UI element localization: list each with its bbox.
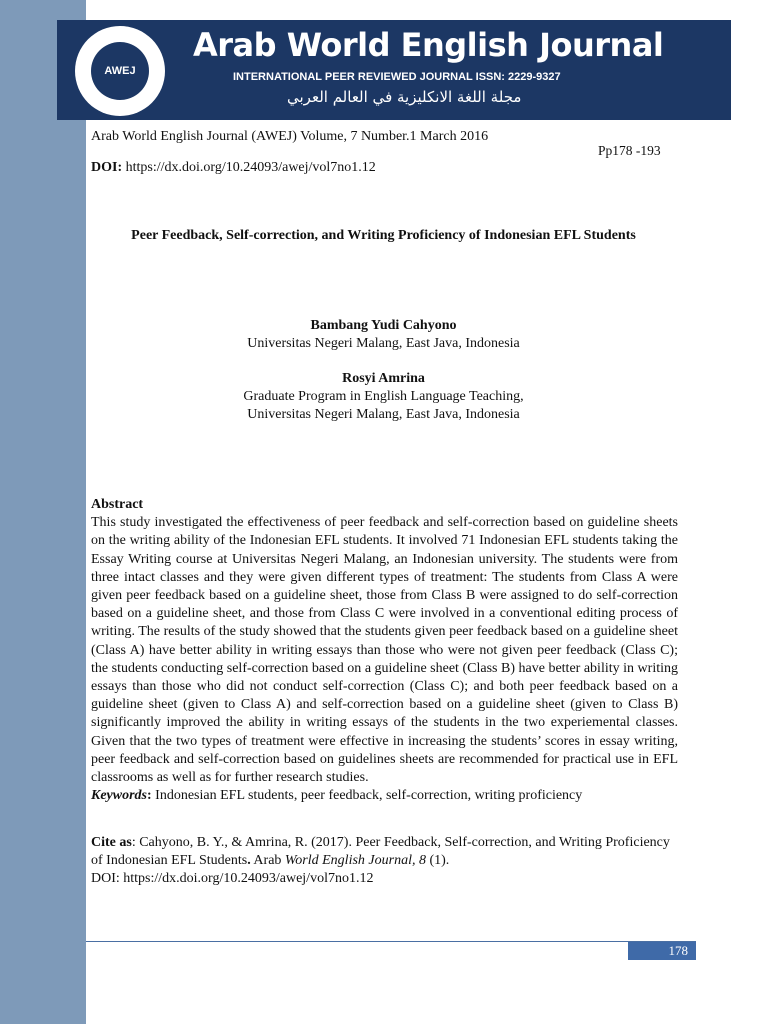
seal-logo-text: AWEJ	[91, 42, 149, 100]
footer-rule	[86, 941, 696, 942]
author-affiliation: Graduate Program in English Language Teaching,	[243, 389, 524, 404]
cite-journal: World English Journal, 8	[284, 853, 426, 869]
keywords-label: Keywords	[91, 788, 147, 804]
author-name: Rosyi Amrina	[342, 371, 425, 386]
cite-text: : Cahyono, B. Y., & Amrina, R. (2017). Peer Feedback, Self-correction, and Writing Proficiency of Indonesian EFL Students	[91, 835, 670, 869]
author-block-1	[91, 317, 676, 353]
cite-issue: (1).	[425, 853, 450, 869]
doi-line	[91, 160, 376, 176]
doi-link[interactable]: https://dx.doi.org/10.24093/awej/vol7no1.12	[125, 160, 376, 175]
doi-label: DOI:	[91, 160, 123, 175]
journal-seal-logo	[75, 26, 165, 116]
abstract-section	[91, 496, 678, 805]
cite-doi[interactable]: DOI: https://dx.doi.org/10.24093/awej/vol7no1.12	[91, 871, 374, 887]
cite-journal-prefix: Arab	[250, 853, 285, 869]
journal-title: Arab World English Journal	[193, 26, 664, 64]
left-sidebar-band	[0, 0, 86, 1024]
citation-block: Cite as: Cahyono, B. Y., & Amrina, R. (2017). Peer Feedback, Self-correction, and Writing Proficiency of Indonesian EFL Students. Arab World English Journal, 8 (1). DOI: https://dx.doi.org/10.24093/awej/vol7no1.12	[91, 835, 670, 887]
volume-line: Arab World English Journal (AWEJ) Volume, 7 Number.1 March 2016	[91, 129, 489, 144]
cite-label: Cite as	[91, 835, 132, 850]
journal-banner	[57, 20, 731, 120]
author-affiliation: Universitas Negeri Malang, East Java, Indonesia	[247, 336, 520, 351]
page-number: 178	[628, 942, 696, 960]
paper-title: Peer Feedback, Self-correction, and Writing Proficiency of Indonesian EFL Students	[131, 228, 636, 243]
keywords-line: Keywords: Indonesian EFL students, peer feedback, self-correction, writing proficiency	[91, 788, 583, 804]
author-name: Bambang Yudi Cahyono	[310, 318, 457, 333]
abstract-heading: Abstract	[91, 497, 144, 512]
keywords-text: Indonesian EFL students, peer feedback, self-correction, writing proficiency	[155, 788, 583, 804]
author-affiliation: Universitas Negeri Malang, East Java, Indonesia	[247, 407, 520, 422]
journal-subtitle: INTERNATIONAL PEER REVIEWED JOURNAL ISSN: 2229-9327	[233, 71, 561, 83]
journal-arabic-title: مجلة اللغة الانكليزية في العالم العربي	[287, 88, 522, 106]
author-block-2	[91, 370, 676, 424]
abstract-text: This study investigated the effectiveness of peer feedback and self-correction based on guideline sheets on the writing ability of the Indonesian EFL students. It involved 71 Indonesian EFL students taking the Essay Writing course at Universitas Negeri Malang, an Indonesian university. The students were from three intact classes and they were given different types of treatment: The students from Class A were given peer feedback based on a guideline sheet, those from Class B were assigned to do self-correction based on a guideline sheet, and those from Class C were involved in a conventional editing process of writing. The results of the study showed that the students given peer feedback based on a guideline sheet (Class A) have better ability in writing essays than those who were not given peer feedback (Class C); the students conducting self-correction based on a guideline sheet (Class B) have better ability in writing essays than those who did not conduct self-correction (Class C); and both peer feedback based on a guideline sheet (given to Class A) and self-correction based on a guideline sheet (given to Class B) significantly improved the ability in writing essays of the students in the two experiemental classes. Given that the two types of treatment were effective in increasing the students’ scores in essay writing, peer feedback and self-correction based on guidelines sheets are recommended for practical use in EFL classrooms as well as for further research studies.	[91, 515, 678, 786]
page-range: Pp178 -193	[598, 143, 661, 158]
